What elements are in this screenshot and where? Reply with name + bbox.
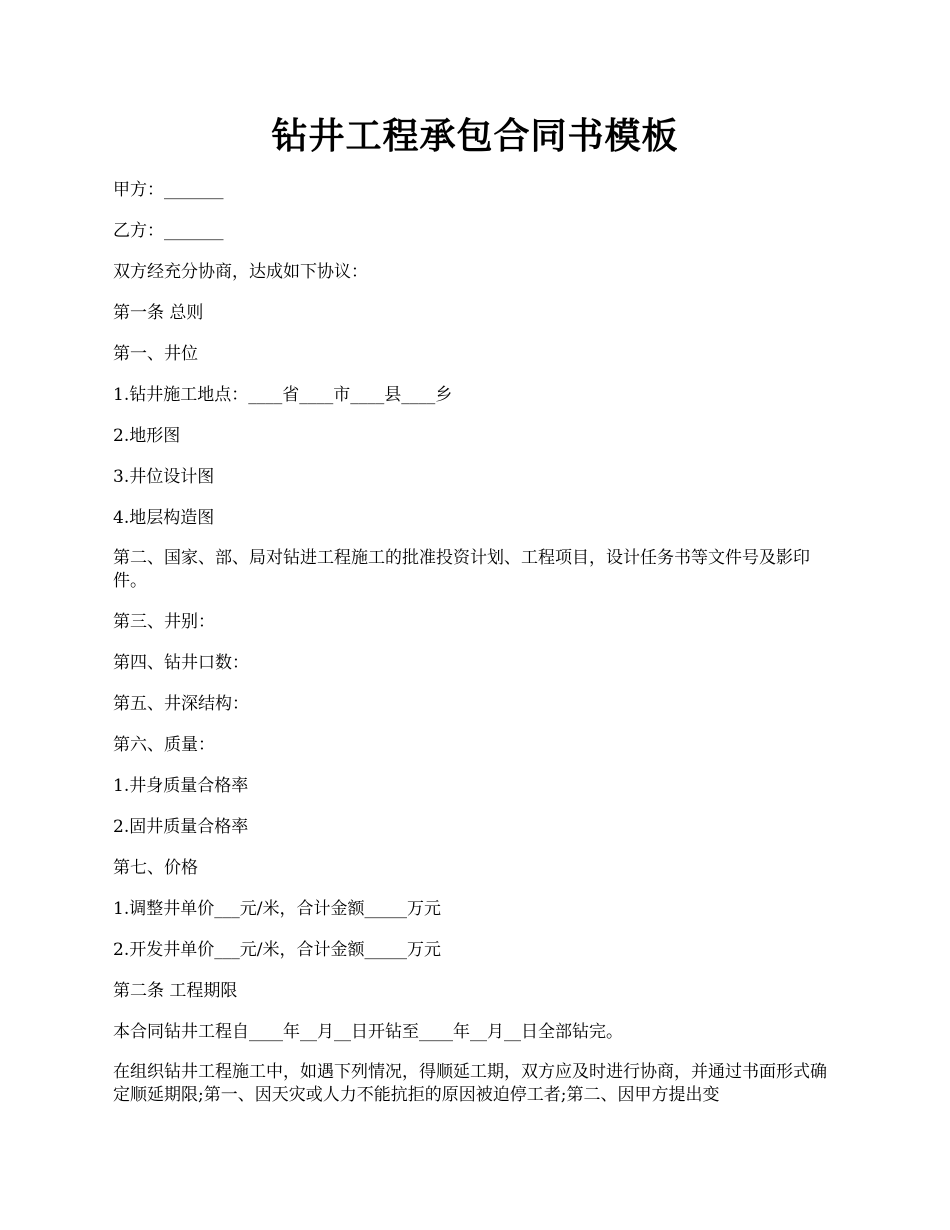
section-quality: 第六、质量： [113, 735, 215, 755]
list-item: 2.地形图 [113, 426, 181, 446]
list-item: 2.开发井单价___元/米，合计金额_____万元 [113, 940, 441, 960]
section-well-type: 第三、井别： [113, 612, 215, 632]
section-price: 第七、价格 [113, 858, 198, 878]
article-1-heading: 第一条 总则 [113, 303, 204, 323]
list-item: 1.调整井单价___元/米，合计金额_____万元 [113, 899, 441, 919]
extension-clause: 在组织钻井工程施工中，如遇下列情况，得顺延工期，双方应及时进行协商，并通过书面形式确定顺延期限;第一、因天灾或人力不能抗拒的原因被迫停工者;第二、因甲方提出变 [113, 1062, 827, 1105]
party-b-line: 乙方：_______ [113, 221, 224, 241]
contract-period-line: 本合同钻井工程自____年__月__日开钻至____年__月__日全部钻完。 [113, 1022, 623, 1042]
list-item: 4.地层构造图 [113, 508, 215, 528]
section-well-depth: 第五、井深结构： [113, 694, 249, 714]
document-body [113, 178, 843, 1124]
list-item: 2.固井质量合格率 [113, 817, 249, 837]
list-item: 1.井身质量合格率 [113, 776, 249, 796]
section-well-location: 第一、井位 [113, 344, 198, 364]
party-a-line: 甲方：_______ [113, 180, 224, 200]
list-item: 3.井位设计图 [113, 467, 215, 487]
document-title: 钻井工程承包合同书模板 [271, 115, 679, 157]
list-item: 1.钻井施工地点：____省____市____县____乡 [113, 385, 453, 405]
agreement-intro: 双方经充分协商，达成如下协议： [113, 262, 368, 282]
section-well-count: 第四、钻井口数： [113, 653, 249, 673]
section-approval-documents: 第二、国家、部、局对钻进工程施工的批准投资计划、工程项目，设计任务书等文件号及影印件。 [113, 548, 810, 591]
article-2-heading: 第二条 工程期限 [113, 981, 238, 1001]
